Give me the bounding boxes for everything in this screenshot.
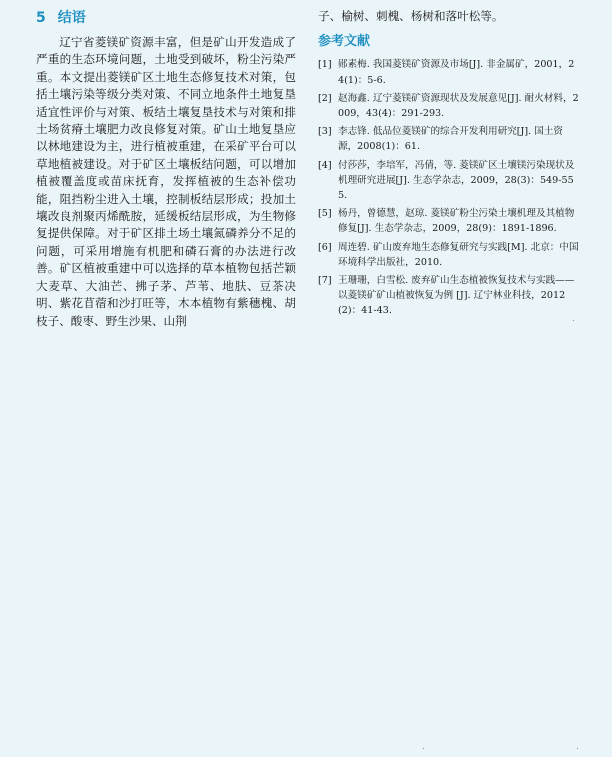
reference-text: 杨丹，曾德慧，赵琼. 菱镁矿粉尘污染土壤机理及其植物修复[J]. 生态学杂志，2009，28(9)：1891-1896. <box>338 208 575 235</box>
paragraph-continuation: 子、榆树、刺槐、杨树和落叶松等。 <box>318 9 504 23</box>
reference-label: [3] <box>318 126 332 138</box>
right-column <box>318 8 580 322</box>
section-number: 5 <box>36 10 46 26</box>
reference-label: [2] <box>318 92 332 104</box>
reference-text: 赵海鑫. 辽宁菱镁矿资源现状及发展意见[J]. 耐火材料，2009，43(4)：291-293. <box>338 92 579 120</box>
scan-mark: . <box>572 314 575 324</box>
conclusion-paragraph: 辽宁省菱镁矿资源丰富，但是矿山开发造成了严重的生态环境问题，土地受到破坏，粉尘污染严重。本文提出菱镁矿区土地生态修复技术对策，包括土壤污染等级分类对策、不同立地条件土地复垦适宜性评价与对策、板结土壤复垦技术与对策和排土场贫瘠土壤肥力改良修复对策。矿山土地复垦应以林地建设为主，进行植被重建，在采矿平台可以草地植被建设。对于矿区土壤板结问题，可以增加植被覆盖度或苗床抚育，发挥植被的生态补偿功能，阻挡粉尘进入土壤，控制板结层形成；投加土壤改良剂聚丙烯酰胺，延缓板结层形成，为生物修复提供保障。对于矿区排土场土壤氮磷养分不足的问题，可采用增施有机肥和磷石膏的办法进行改善。矿区植被重建中可以选择的草本植物包括芒颖大麦草、大油芒、拂子茅、芦苇、地肤、豆茶决明、紫花苜蓿和沙打旺等，木本植物有紫穗槐、胡枝子、酸枣、野生沙果、山荆 <box>36 35 296 328</box>
reference-label: [7] <box>318 275 332 287</box>
section-heading <box>36 8 296 28</box>
reference-list <box>318 57 580 318</box>
reference-item <box>318 91 580 121</box>
reference-text: 郧素梅. 我国菱镁矿资源及市场[J]. 非金属矿，2001，24(1)：5-6. <box>338 59 575 86</box>
reference-label: [5] <box>318 208 332 220</box>
reference-text: 付莎莎，李培军，冯倩，等. 菱镁矿区土壤镁污染现状及机理研究进展[J]. 生态学杂志，2009，28(3)：549-555. <box>338 159 575 202</box>
scan-mark: . <box>422 742 425 752</box>
reference-item <box>318 158 580 204</box>
reference-item <box>318 57 580 87</box>
reference-item <box>318 240 580 270</box>
reference-text: 李志锋. 低品位菱镁矿的综合开发利用研究[J]. 国土资源，2008(1)：61. <box>338 126 563 153</box>
reference-label: [4] <box>318 159 332 171</box>
section-title: 结语 <box>57 10 86 26</box>
reference-text: 周连碧. 矿山废弃地生态修复研究与实践[M]. 北京：中国环境科学出版社，2010. <box>338 241 579 268</box>
reference-text: 王珊珊，白雪松. 废弃矿山生态植被恢复技术与实践——以菱镁矿矿山植被恢复为例 [J]. 辽宁林业科技，2012(2)：41-43. <box>338 275 575 317</box>
reference-item <box>318 206 580 236</box>
reference-label: [6] <box>318 241 332 253</box>
reference-item <box>318 273 580 319</box>
scan-mark: . <box>576 742 579 752</box>
reference-item <box>318 124 580 154</box>
reference-label: [1] <box>318 59 332 71</box>
references-heading: 参考文献 <box>318 34 371 50</box>
left-column <box>36 8 296 330</box>
